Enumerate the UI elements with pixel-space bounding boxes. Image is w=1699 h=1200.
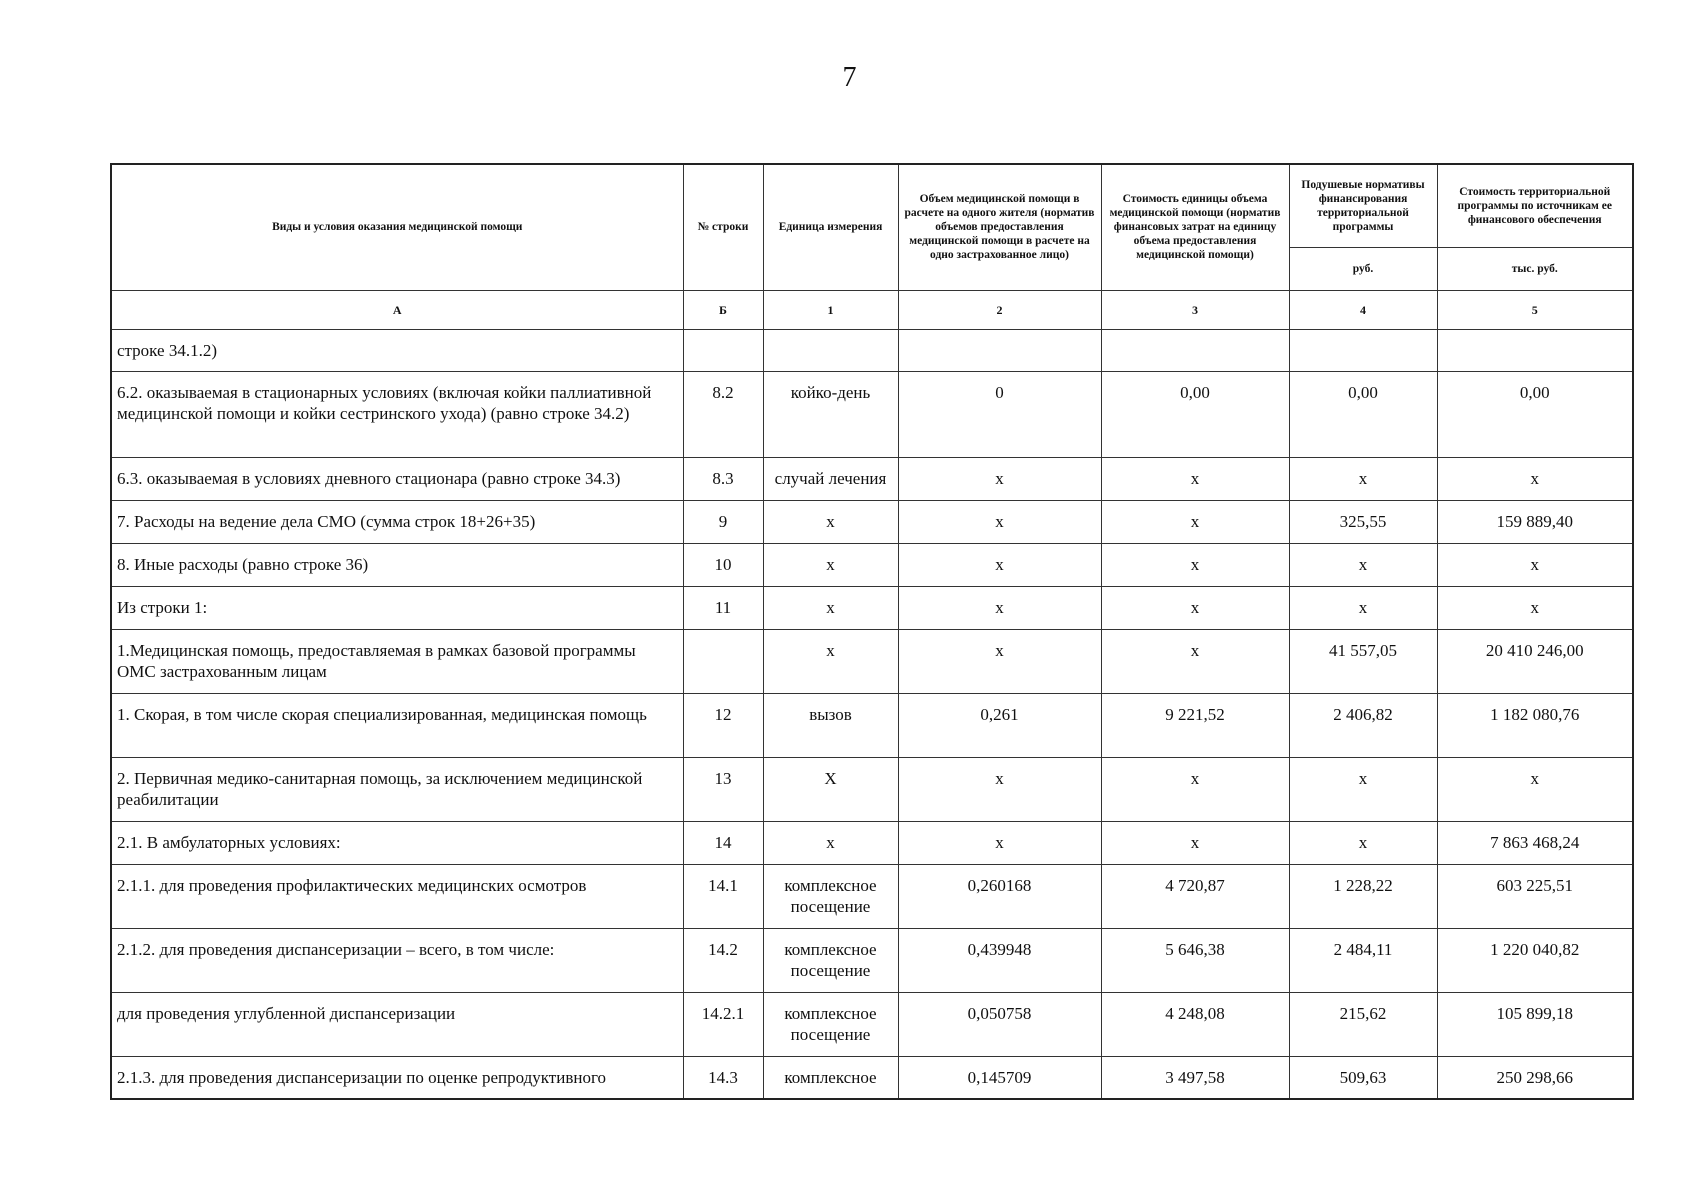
program-cost-cell: x [1437,757,1633,821]
care-type-cell: 2.1.3. для проведения диспансеризации по оценке репродуктивного [111,1056,683,1099]
table-row [111,500,1633,543]
column-index: 5 [1437,290,1633,329]
unit-cost-cell: x [1101,821,1289,864]
unit-cell: x [763,629,898,693]
table-row [111,928,1633,992]
per-capita-cell: 2 484,11 [1289,928,1437,992]
table-row [111,992,1633,1056]
care-type-cell: 2. Первичная медико-санитарная помощь, за исключением медицинской реабилитации [111,757,683,821]
per-capita-cell [1289,329,1437,371]
program-cost-cell: 603 225,51 [1437,864,1633,928]
column-index: 4 [1289,290,1437,329]
column-index: 3 [1101,290,1289,329]
unit-cost-cell: x [1101,500,1289,543]
volume-cell: x [898,500,1101,543]
row-number-cell: 9 [683,500,763,543]
per-capita-cell: 325,55 [1289,500,1437,543]
per-capita-cell: 509,63 [1289,1056,1437,1099]
table-row [111,457,1633,500]
volume-cell: x [898,821,1101,864]
table-row [111,821,1633,864]
unit-cell: койко-день [763,371,898,457]
header-unit-cost: Стоимость единицы объема медицинской помощи (норматив финансовых затрат на единицу объема предоставления медицинской помощи) [1101,164,1289,290]
volume-cell: 0,260168 [898,864,1101,928]
unit-cell: x [763,821,898,864]
row-number-cell: 8.2 [683,371,763,457]
table-row [111,586,1633,629]
unit-cost-cell: 5 646,38 [1101,928,1289,992]
row-number-cell: 14.1 [683,864,763,928]
unit-cell: вызов [763,693,898,757]
unit-cost-cell: 9 221,52 [1101,693,1289,757]
row-number-cell: 10 [683,543,763,586]
volume-cell: 0,145709 [898,1056,1101,1099]
unit-cost-cell: 3 497,58 [1101,1056,1289,1099]
care-type-cell: строке 34.1.2) [111,329,683,371]
program-cost-cell: x [1437,543,1633,586]
care-type-cell: 6.3. оказываемая в условиях дневного стационара (равно строке 34.3) [111,457,683,500]
per-capita-cell: x [1289,821,1437,864]
care-type-cell: для проведения углубленной диспансеризации [111,992,683,1056]
per-capita-cell: x [1289,543,1437,586]
header-row-number: № строки [683,164,763,290]
header-per-capita: Подушевые нормативы финансирования территориальной программы [1289,164,1437,247]
unit-cell [763,329,898,371]
table-row [111,543,1633,586]
row-number-cell: 14.2 [683,928,763,992]
volume-cell: x [898,543,1101,586]
volume-cell: 0,439948 [898,928,1101,992]
unit-cell: комплексное посещение [763,992,898,1056]
per-capita-cell: 215,62 [1289,992,1437,1056]
volume-cell: 0 [898,371,1101,457]
unit-cost-cell: 0,00 [1101,371,1289,457]
program-cost-cell: 1 220 040,82 [1437,928,1633,992]
row-number-cell: 14.3 [683,1056,763,1099]
care-type-cell: 2.1. В амбулаторных условиях: [111,821,683,864]
care-type-cell: 1.Медицинская помощь, предоставляемая в рамках базовой программы ОМС застрахованным лицам [111,629,683,693]
program-cost-cell: x [1437,457,1633,500]
unit-cost-cell: x [1101,757,1289,821]
page-number: 7 [842,62,857,93]
volume-cell: x [898,586,1101,629]
per-capita-cell: 41 557,05 [1289,629,1437,693]
volume-cell: x [898,757,1101,821]
program-cost-cell: 250 298,66 [1437,1056,1633,1099]
per-capita-cell: x [1289,757,1437,821]
row-number-cell [683,629,763,693]
unit-cell: случай лечения [763,457,898,500]
unit-cost-cell: x [1101,629,1289,693]
care-type-cell: 1. Скорая, в том числе скорая специализированная, медицинская помощь [111,693,683,757]
per-capita-cell: 0,00 [1289,371,1437,457]
volume-cell: x [898,629,1101,693]
row-number-cell: 11 [683,586,763,629]
header-care-types: Виды и условия оказания медицинской помощи [111,164,683,290]
program-cost-cell: 20 410 246,00 [1437,629,1633,693]
unit-cell: комплексное посещение [763,928,898,992]
unit-cell: x [763,500,898,543]
row-number-cell: 8.3 [683,457,763,500]
unit-cell: комплексное посещение [763,864,898,928]
program-cost-cell [1437,329,1633,371]
column-index-row [111,290,1633,329]
table-row [111,329,1633,371]
unit-cell: комплексное [763,1056,898,1099]
unit-cost-cell: x [1101,543,1289,586]
unit-cell: x [763,543,898,586]
table-row [111,757,1633,821]
header-volume: Объем медицинской помощи в расчете на одного жителя (норматив объемов предоставления медицинской помощи в расчете на одно застрахованное лицо) [898,164,1101,290]
row-number-cell: 14.2.1 [683,992,763,1056]
per-capita-cell: 1 228,22 [1289,864,1437,928]
table-row [111,693,1633,757]
column-index: А [111,290,683,329]
header-unit-rub: руб. [1289,247,1437,290]
column-index: Б [683,290,763,329]
care-type-cell: 6.2. оказываемая в стационарных условиях (включая койки паллиативной медицинской помощи и койки сестринского ухода) (равно строке 34.2) [111,371,683,457]
program-cost-cell: x [1437,586,1633,629]
care-type-cell: 2.1.2. для проведения диспансеризации – всего, в том числе: [111,928,683,992]
care-type-cell: 8. Иные расходы (равно строке 36) [111,543,683,586]
volume-cell: x [898,457,1101,500]
table-row [111,1056,1633,1099]
row-number-cell: 12 [683,693,763,757]
header-unit-thousand-rub: тыс. руб. [1437,247,1633,290]
per-capita-cell: x [1289,586,1437,629]
care-type-cell: 7. Расходы на ведение дела СМО (сумма строк 18+26+35) [111,500,683,543]
care-type-cell: Из строки 1: [111,586,683,629]
program-cost-cell: 0,00 [1437,371,1633,457]
unit-cell: x [763,586,898,629]
unit-cost-cell: x [1101,586,1289,629]
unit-cost-cell [1101,329,1289,371]
unit-cost-cell: x [1101,457,1289,500]
header-unit: Единица измерения [763,164,898,290]
table-row [111,371,1633,457]
program-cost-table [110,163,1634,1100]
volume-cell: 0,050758 [898,992,1101,1056]
row-number-cell [683,329,763,371]
program-cost-cell: 105 899,18 [1437,992,1633,1056]
table-row [111,864,1633,928]
column-index: 1 [763,290,898,329]
program-cost-cell: 1 182 080,76 [1437,693,1633,757]
per-capita-cell: 2 406,82 [1289,693,1437,757]
per-capita-cell: x [1289,457,1437,500]
unit-cost-cell: 4 720,87 [1101,864,1289,928]
unit-cost-cell: 4 248,08 [1101,992,1289,1056]
row-number-cell: 14 [683,821,763,864]
column-index: 2 [898,290,1101,329]
header-program-cost: Стоимость территориальной программы по источникам ее финансового обеспечения [1437,164,1633,247]
row-number-cell: 13 [683,757,763,821]
volume-cell [898,329,1101,371]
unit-cell: X [763,757,898,821]
table-row [111,629,1633,693]
care-type-cell: 2.1.1. для проведения профилактических медицинских осмотров [111,864,683,928]
program-cost-cell: 7 863 468,24 [1437,821,1633,864]
volume-cell: 0,261 [898,693,1101,757]
program-cost-cell: 159 889,40 [1437,500,1633,543]
